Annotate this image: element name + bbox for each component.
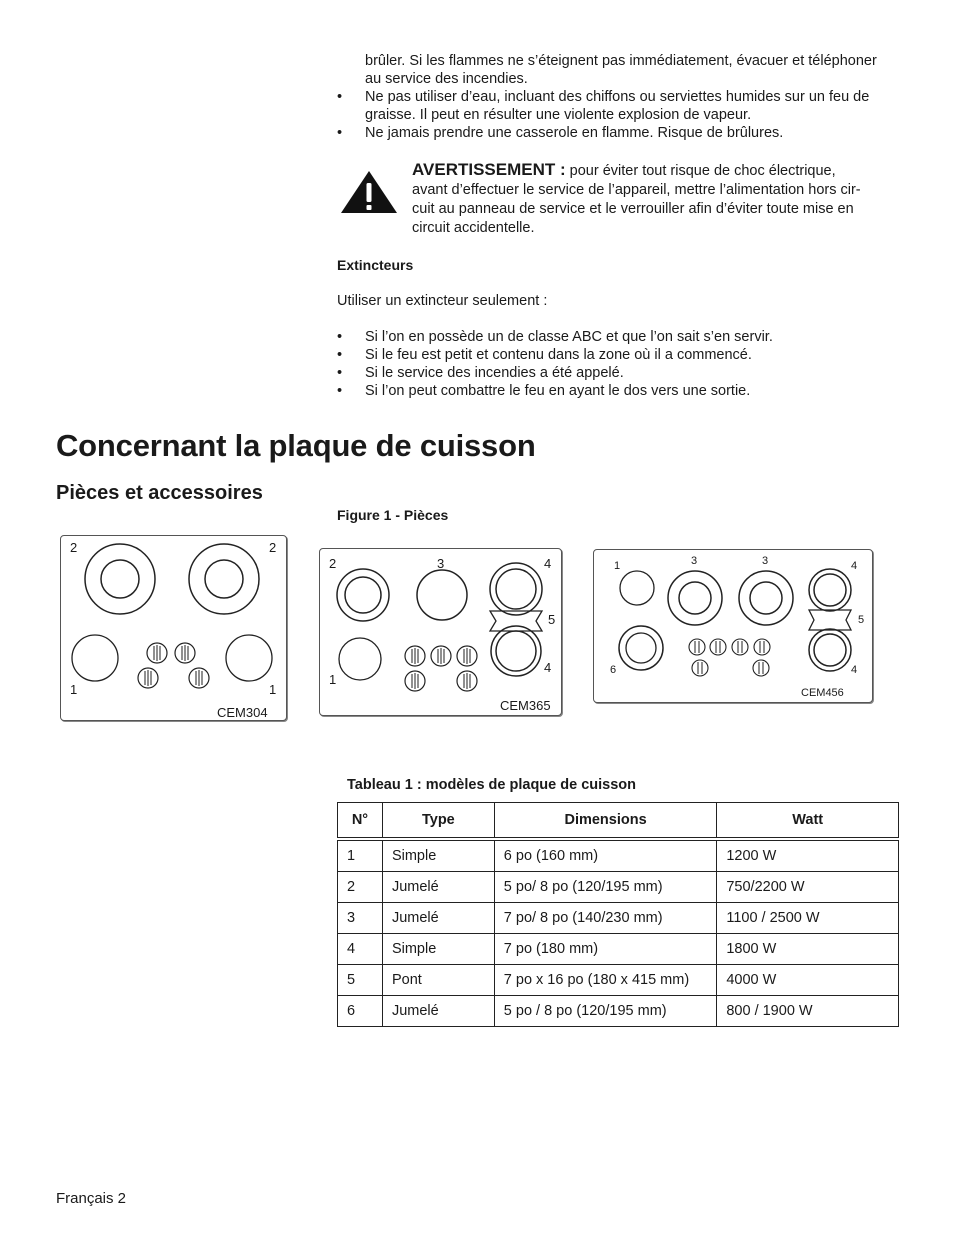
burner-label: 1 <box>329 672 337 687</box>
table-row <box>338 965 899 996</box>
list-item-text: Ne jamais prendre une casserole en flamme. Risque de brûlures. <box>365 125 784 141</box>
column-header: Type <box>382 803 494 840</box>
page-footer: Français 2 <box>56 1190 127 1207</box>
model-label: CEM365 <box>500 698 551 713</box>
cooktop-cem456-drawing <box>594 550 872 702</box>
burner-label: 5 <box>548 612 556 627</box>
table-cell: 5 <box>338 965 383 996</box>
column-header: Dimensions <box>494 803 717 840</box>
table-row <box>338 996 899 1027</box>
list-item-text: Si l’on peut combattre le feu en ayant le dos vers une sortie. <box>365 383 751 399</box>
table-cell: Simple <box>382 934 494 965</box>
table-cell: 3 <box>338 903 383 934</box>
subsection-title: Pièces et accessoires <box>56 482 263 504</box>
column-header: N° <box>338 803 383 840</box>
burner-label: 3 <box>437 556 445 571</box>
cooktop-diagram-cem456 <box>593 549 873 703</box>
warning-label: AVERTISSEMENT : <box>412 160 566 179</box>
table-cell: 5 po / 8 po (120/195 mm) <box>494 996 717 1027</box>
table-cell: 1200 W <box>717 839 899 872</box>
table-header-row <box>338 803 899 840</box>
burner-label: 4 <box>544 556 552 571</box>
table-cell: 7 po/ 8 po (140/230 mm) <box>494 903 717 934</box>
burner-label: 5 <box>858 614 865 626</box>
list-item-text: Si le feu est petit et contenu dans la zone où il a commencé. <box>365 347 752 363</box>
warning-triangle-icon <box>340 170 398 214</box>
table-cell: Simple <box>382 839 494 872</box>
extinguisher-intro: Utiliser un extincteur seulement : <box>337 293 548 309</box>
burner-label: 1 <box>269 682 277 697</box>
table-cell: 750/2200 W <box>717 872 899 903</box>
bullet-dot: • <box>337 347 343 363</box>
warning-block <box>412 160 902 238</box>
table-cell: 6 <box>338 996 383 1027</box>
burner-label: 1 <box>70 682 78 697</box>
burner-label: 4 <box>851 560 858 572</box>
figure-caption: Figure 1 - Pièces <box>337 507 449 523</box>
section-title: Concernant la plaque de cuisson <box>56 428 536 463</box>
table-cell: Jumelé <box>382 903 494 934</box>
bullet-dot: • <box>337 365 343 381</box>
warning-text: cuit au panneau de service et le verrouiller afin d’éviter toute mise en <box>412 201 854 217</box>
warning-text: circuit accidentelle. <box>412 220 535 236</box>
table-cell: 1 <box>338 839 383 872</box>
cooktop-cem304-drawing <box>61 536 286 720</box>
warning-text: avant d’effectuer le service de l’appareil, mettre l’alimentation hors cir- <box>412 182 861 198</box>
intro-continuation-line-1: brûler. Si les flammes ne s’éteignent pas immédiatement, évacuer et téléphoner <box>365 53 877 69</box>
burner-label: 2 <box>269 540 277 555</box>
burner-label: 3 <box>691 555 698 567</box>
table-cell: Jumelé <box>382 996 494 1027</box>
burner-label: 6 <box>610 664 617 676</box>
column-header: Watt <box>717 803 899 840</box>
table-row <box>338 934 899 965</box>
table-cell: 2 <box>338 872 383 903</box>
model-label: CEM456 <box>801 687 844 699</box>
list-item-text: Si le service des incendies a été appelé. <box>365 365 624 381</box>
bullet-dot: • <box>337 383 343 399</box>
table-cell: Jumelé <box>382 872 494 903</box>
list-item-text: Si l’on en possède un de classe ABC et que l’on sait s’en servir. <box>365 329 773 345</box>
table-cell: 800 / 1900 W <box>717 996 899 1027</box>
extinguisher-heading: Extincteurs <box>337 257 414 273</box>
burner-label: 4 <box>851 664 858 676</box>
model-label: CEM304 <box>217 705 268 720</box>
burner-label: 2 <box>70 540 78 555</box>
table-cell: 7 po x 16 po (180 x 415 mm) <box>494 965 717 996</box>
bullet-dot: • <box>337 125 343 141</box>
cooktop-models-table <box>337 802 899 1027</box>
burner-label: 1 <box>614 560 621 572</box>
table-cell: 7 po (180 mm) <box>494 934 717 965</box>
burner-label: 4 <box>544 660 552 675</box>
table-row <box>338 903 899 934</box>
burner-label: 2 <box>329 556 337 571</box>
table-cell: 1800 W <box>717 934 899 965</box>
table-cell: 1100 / 2500 W <box>717 903 899 934</box>
cooktop-cem365-drawing <box>320 549 561 715</box>
table-cell: 6 po (160 mm) <box>494 839 717 872</box>
table-cell: 4000 W <box>717 965 899 996</box>
table-cell: Pont <box>382 965 494 996</box>
intro-continuation-line-2: au service des incendies. <box>365 71 528 87</box>
table-row <box>338 872 899 903</box>
table-caption: Tableau 1 : modèles de plaque de cuisson <box>347 777 637 793</box>
list-item-text: Ne pas utiliser d’eau, incluant des chiffons ou serviettes humides sur un feu de graisse. Il peut en résulter une violente explosion de vapeur. <box>365 89 870 123</box>
bullet-dot: • <box>337 329 343 345</box>
table-row <box>338 839 899 872</box>
cooktop-diagram-cem304 <box>60 535 287 721</box>
burner-label: 3 <box>762 555 769 567</box>
cooktop-diagram-cem365 <box>319 548 562 716</box>
table-cell: 5 po/ 8 po (120/195 mm) <box>494 872 717 903</box>
warning-text: pour éviter tout risque de choc électrique, <box>565 163 836 179</box>
bullet-dot: • <box>337 89 343 105</box>
table-cell: 4 <box>338 934 383 965</box>
